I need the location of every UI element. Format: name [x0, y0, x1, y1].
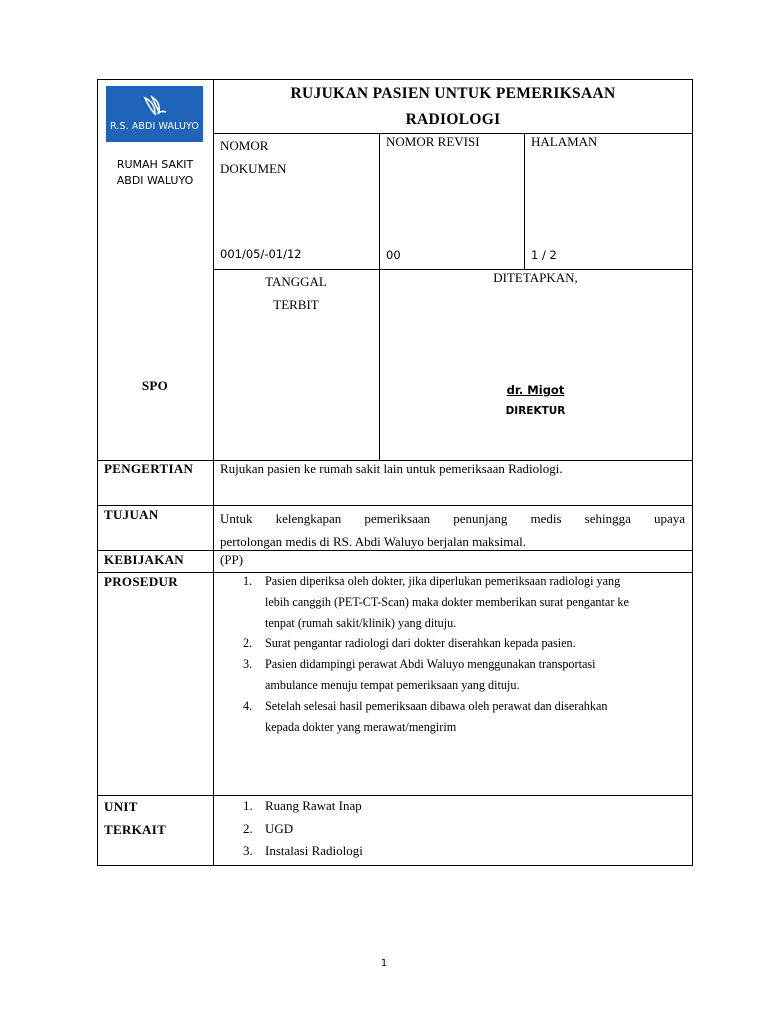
hospital-name-line2: ABDI WALUYO [116, 174, 194, 187]
title-line1: RUJUKAN PASIEN UNTUK PEMERIKSAAN [290, 85, 616, 102]
approver-position: DIREKTUR [505, 405, 566, 417]
pengertian-label: PENGERTIAN [104, 461, 194, 476]
list-item: 3. Pasien didampingi perawat Abdi Waluyo menggunakan transportasi ambulance menuju tempat pemeriksaan yang dituju. [243, 657, 596, 692]
list-item: 4. Setelah selesai hasil pemeriksaan dibawa oleh perawat dan diserahkan kepada dokter yang merawat/mengirim [243, 698, 608, 734]
prosedur-label: PROSEDUR [104, 574, 178, 589]
hospital-name-line1: RUMAH SAKIT [116, 158, 194, 171]
tujuan-line2: pertolongan medis di RS. Abdi Waluyo berjalan maksimal. [220, 534, 526, 549]
leaf-logo-icon [143, 95, 167, 117]
doc-number-label: NOMOR DOKUMEN [220, 138, 287, 176]
approved-label: DITETAPKAN, [493, 270, 578, 285]
list-item: 2. UGD [243, 820, 294, 836]
list-item: 2. Surat pengantar radiologi dari dokter diserahkan kepada pasien. [243, 636, 576, 651]
logo-text: R.S. ABDI WALUYO [109, 121, 199, 132]
document-title [213, 81, 693, 133]
pengertian-text: Rujukan pasien ke rumah sakit lain untuk pemeriksaan Radiologi. [220, 461, 563, 476]
list-item: 1. Ruang Rawat Inap [243, 798, 362, 813]
issue-date-label: TANGGAL TERBIT [265, 274, 327, 312]
hospital-name [97, 157, 213, 189]
page-value: 1 / 2 [531, 248, 557, 262]
unit-terkait-list [213, 795, 688, 863]
title-line2: RADIOLOGI [405, 111, 501, 128]
doc-number-value: 001/05/-01/12 [220, 247, 302, 261]
revision-label: NOMOR REVISI [386, 134, 480, 149]
tujuan-label: TUJUAN [104, 507, 159, 522]
page-number: 1 [380, 958, 388, 969]
kebijakan-text: (PP) [220, 552, 244, 567]
kebijakan-label: KEBIJAKAN [104, 552, 184, 567]
list-item: 3. Instalasi Radiologi [243, 843, 363, 858]
list-item: 1. Pasien diperiksa oleh dokter, jika diperlukan pemeriksaan radiologi yang lebih canggih (PET-CT-Scan) maka dokter memberikan surat pengantar ke tenpat (rumah sakit/klinik) yang dituju. [243, 574, 629, 630]
tujuan-line1: Untuk kelengkapan pemeriksaan penunjang medis sehingga upaya [220, 511, 685, 526]
spo-label: SPO [141, 378, 169, 393]
approver-name: dr. Migot [506, 383, 565, 397]
page-label: HALAMAN [531, 134, 598, 149]
revision-value: 00 [386, 248, 401, 262]
unit-terkait-label: UNIT TERKAIT [104, 799, 167, 837]
hospital-logo [106, 86, 203, 142]
tujuan-text [220, 507, 685, 553]
prosedur-list [213, 571, 688, 737]
